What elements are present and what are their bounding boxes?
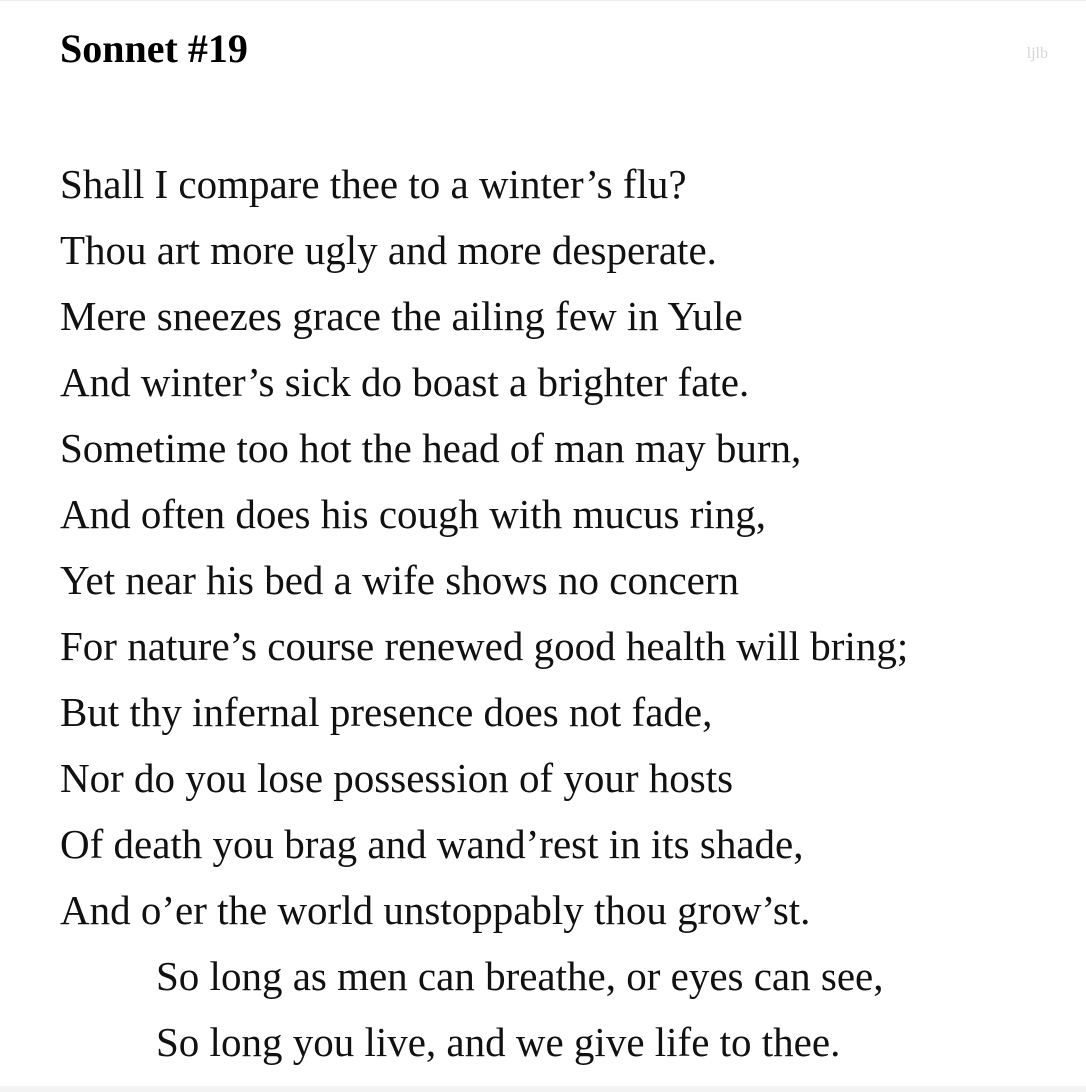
poem-line-8: For nature’s course renewed good health will bring; bbox=[60, 623, 909, 669]
poem-line-5: Sometime too hot the head of man may burn, bbox=[60, 425, 802, 471]
poem-line-1: Shall I compare thee to a winter’s flu? bbox=[60, 161, 687, 207]
couplet-line-2: So long you live, and we give life to thee. bbox=[156, 1019, 841, 1065]
poem-line-2: Thou art more ugly and more desperate. bbox=[60, 227, 717, 273]
couplet-line-1: So long as men can breathe, or eyes can see, bbox=[156, 953, 884, 999]
poem-title: Sonnet #19 bbox=[60, 26, 248, 71]
poem-line-3: Mere sneezes grace the ailing few in Yule bbox=[60, 293, 743, 339]
poem-line-12: And o’er the world unstoppably thou grow’st. bbox=[60, 887, 811, 933]
poem-body bbox=[60, 151, 908, 1075]
watermark: ljlb bbox=[1026, 45, 1048, 62]
poem-line-9: But thy infernal presence does not fade, bbox=[60, 689, 713, 735]
poem-line-6: And often does his cough with mucus ring, bbox=[60, 491, 767, 537]
poem-line-4: And winter’s sick do boast a brighter fate. bbox=[60, 359, 750, 405]
poem-line-7: Yet near his bed a wife shows no concern bbox=[60, 557, 740, 603]
poem-line-10: Nor do you lose possession of your hosts bbox=[60, 755, 734, 801]
poem-line-11: Of death you brag and wand’rest in its shade, bbox=[60, 821, 804, 867]
